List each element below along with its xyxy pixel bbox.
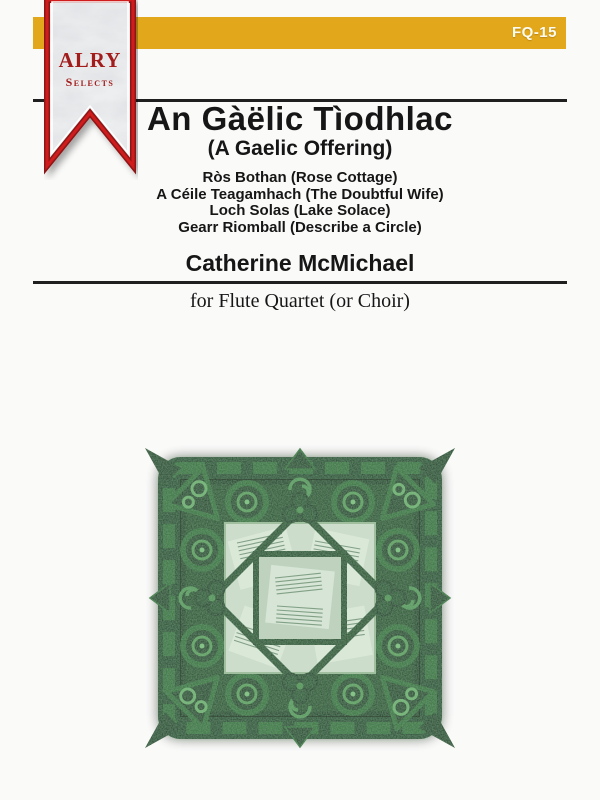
- movement-item: Gearr Riomball (Describe a Circle): [178, 218, 422, 236]
- movement-item: Ròs Bothan (Rose Cottage): [202, 169, 398, 186]
- catalog-number-badge: FQ-15: [511, 24, 557, 41]
- brand-name: ALRY: [58, 48, 122, 72]
- composer-name: Catherine McMichael: [185, 250, 415, 276]
- brand-series: Selects: [65, 75, 115, 89]
- movement-list: [0, 170, 600, 236]
- composer-rule: [33, 281, 567, 284]
- page-title: An Gàëlic Tìodhlac: [146, 100, 454, 137]
- instrumentation: for Flute Quartet (or Choir): [190, 290, 410, 312]
- movement-item: A Céile Teagamhach (The Doubtful Wife): [156, 185, 444, 203]
- page-subtitle: (A Gaelic Offering): [207, 137, 393, 160]
- movement-item: Loch Solas (Lake Solace): [209, 202, 391, 219]
- celtic-knot-artwork: [135, 438, 465, 758]
- celtic-knot-graphic: [135, 438, 465, 758]
- sheet-music-collage: [225, 523, 375, 673]
